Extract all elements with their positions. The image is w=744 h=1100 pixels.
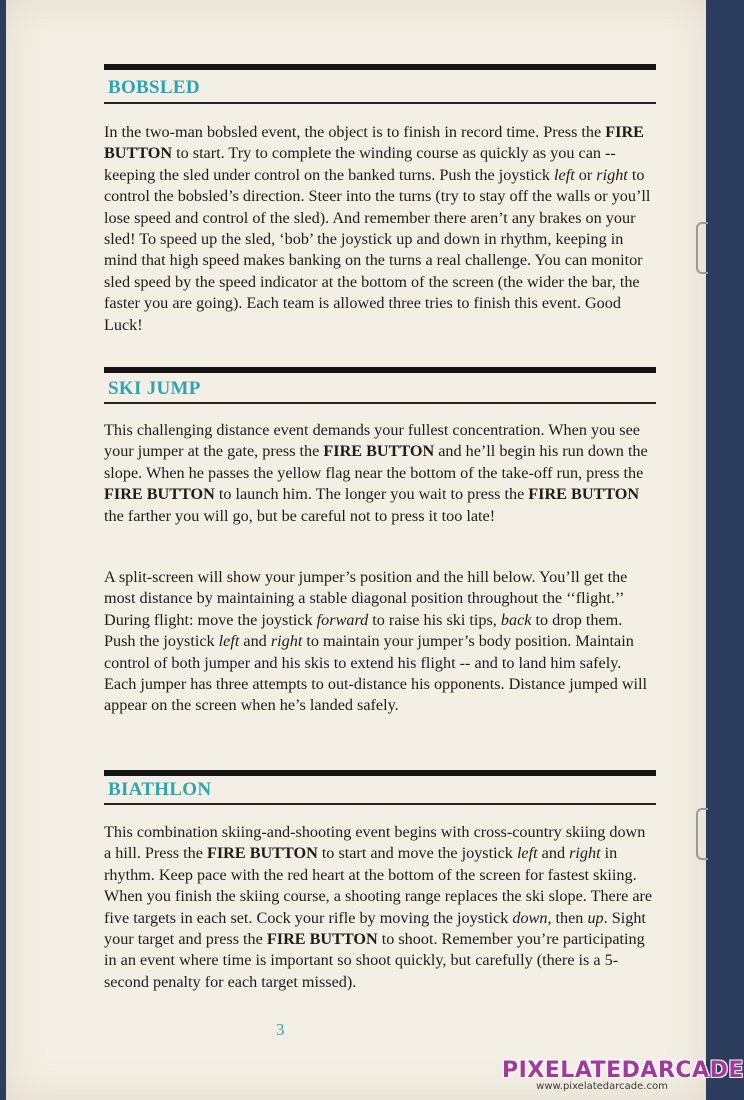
text-run: to maintain your jumper’s body position. Maintain control of both jumper and his skis to extend his flight -- and to land him safely. Each jumper has three attempts to out-distance his opponents. Distance jumped will appear on the screen when he’s landed safely.: [104, 632, 648, 715]
text-run: and: [537, 844, 570, 863]
text-run: to drop them. Push the joystick: [104, 610, 623, 651]
emphasis-bold: FIRE BUTTON: [266, 930, 378, 949]
paragraph: [104, 822, 656, 993]
watermark: [502, 1058, 744, 1092]
text-run: to control the bobsled’s direction. Steer into the turns (try to stay off the walls or you’ll lose speed and control of the sled). And remember there aren’t any brakes on your sled! To speed up the sled, ‘bob’ the joystick up and down in rhythm, keeping in mind that high speed makes banking on the turns a real challenge. You can monitor sled speed by the speed indicator at the bottom of the screen (the wider the bar, the faster you are going). Each team is allowed three tries to finish this event. Good Luck!: [104, 165, 651, 334]
manual-page: [6, 0, 744, 1100]
text-run: to raise his ski tips,: [368, 610, 501, 629]
page-number: 3: [276, 1020, 285, 1039]
text-run: to start and move the joystick: [317, 844, 517, 863]
text-run: . Sight your target and press the: [104, 908, 646, 949]
emphasis-italic: right: [270, 632, 303, 651]
watermark-brand: PIXELATEDARCADE: [502, 1058, 744, 1083]
section-rule: [104, 803, 656, 805]
text-run: In the two-man bobsled event, the object is to finish in record time. Press the: [104, 123, 606, 141]
text-run: This challenging distance event demands your fullest concentration. When you see your jumper at the gate, press the: [104, 421, 640, 461]
emphasis-bold: FIRE BUTTON: [104, 123, 644, 163]
text-run: A split-screen will show your jumper’s position and the hill below. You’ll get the most distance by maintaining a stable diagonal position throughout the ‘‘flight.’’ During flight: move the joystick: [104, 568, 628, 629]
text-run: the farther you will go, but be careful not to press it too late!: [104, 506, 496, 525]
text-run: or: [574, 165, 597, 184]
text-run: to launch him. The longer you wait to press the: [214, 485, 529, 504]
section-rule: [104, 102, 656, 104]
section-title-biathlon: BIATHLON: [108, 779, 212, 800]
section-rule: [104, 402, 656, 404]
section-bar: [104, 64, 656, 70]
paragraph: [104, 122, 656, 336]
emphasis-italic: up: [587, 908, 604, 927]
text-run: This combination skiing-and-shooting event begins with cross-country skiing down a hill. Press the: [104, 823, 646, 863]
emphasis-bold: FIRE BUTTON: [528, 485, 640, 504]
section-title-ski-jump: SKI JUMP: [108, 378, 201, 399]
watermark-url: www.pixelatedarcade.com: [536, 1081, 668, 1092]
paragraph: [104, 420, 656, 527]
paragraph: [104, 567, 656, 717]
emphasis-italic: forward: [316, 610, 369, 629]
staple-mark: [696, 808, 708, 860]
emphasis-italic: right: [569, 844, 601, 863]
emphasis-italic: down: [512, 908, 548, 927]
emphasis-italic: left: [554, 165, 575, 184]
section-bar: [104, 367, 656, 373]
section-bar: [104, 770, 656, 776]
staple-mark: [696, 222, 708, 274]
emphasis-italic: left: [516, 844, 538, 863]
emphasis-bold: FIRE BUTTON: [206, 844, 318, 863]
emphasis-italic: left: [218, 632, 240, 651]
emphasis-bold: FIRE BUTTON: [104, 485, 215, 504]
text-run: and: [239, 632, 271, 651]
text-run: in rhythm. Keep pace with the red heart at the bottom of the screen for fastest skiing. When you finish the skiing course, a shooting range replaces the ski slope. There are five targets in each set. Cock your rifle by moving the joystick: [104, 844, 653, 927]
section-title-bobsled: BOBSLED: [108, 77, 200, 98]
emphasis-italic: back: [500, 610, 532, 629]
emphasis-bold: FIRE BUTTON: [323, 442, 435, 461]
text-run: to start. Try to complete the winding course as quickly as you can -- keeping the sled under control on the banked turns. Push the joystick: [104, 144, 616, 184]
text-run: to shoot. Remember you’re participating in an event where time is important so shoot quickly, but carefully (there is a 5-second penalty for each target missed).: [104, 930, 645, 991]
text-run: , then: [547, 908, 588, 927]
emphasis-italic: right: [596, 165, 628, 184]
text-run: and he’ll begin his run down the slope. When he passes the yellow flag near the bottom of the take-off run, press the: [104, 442, 648, 482]
